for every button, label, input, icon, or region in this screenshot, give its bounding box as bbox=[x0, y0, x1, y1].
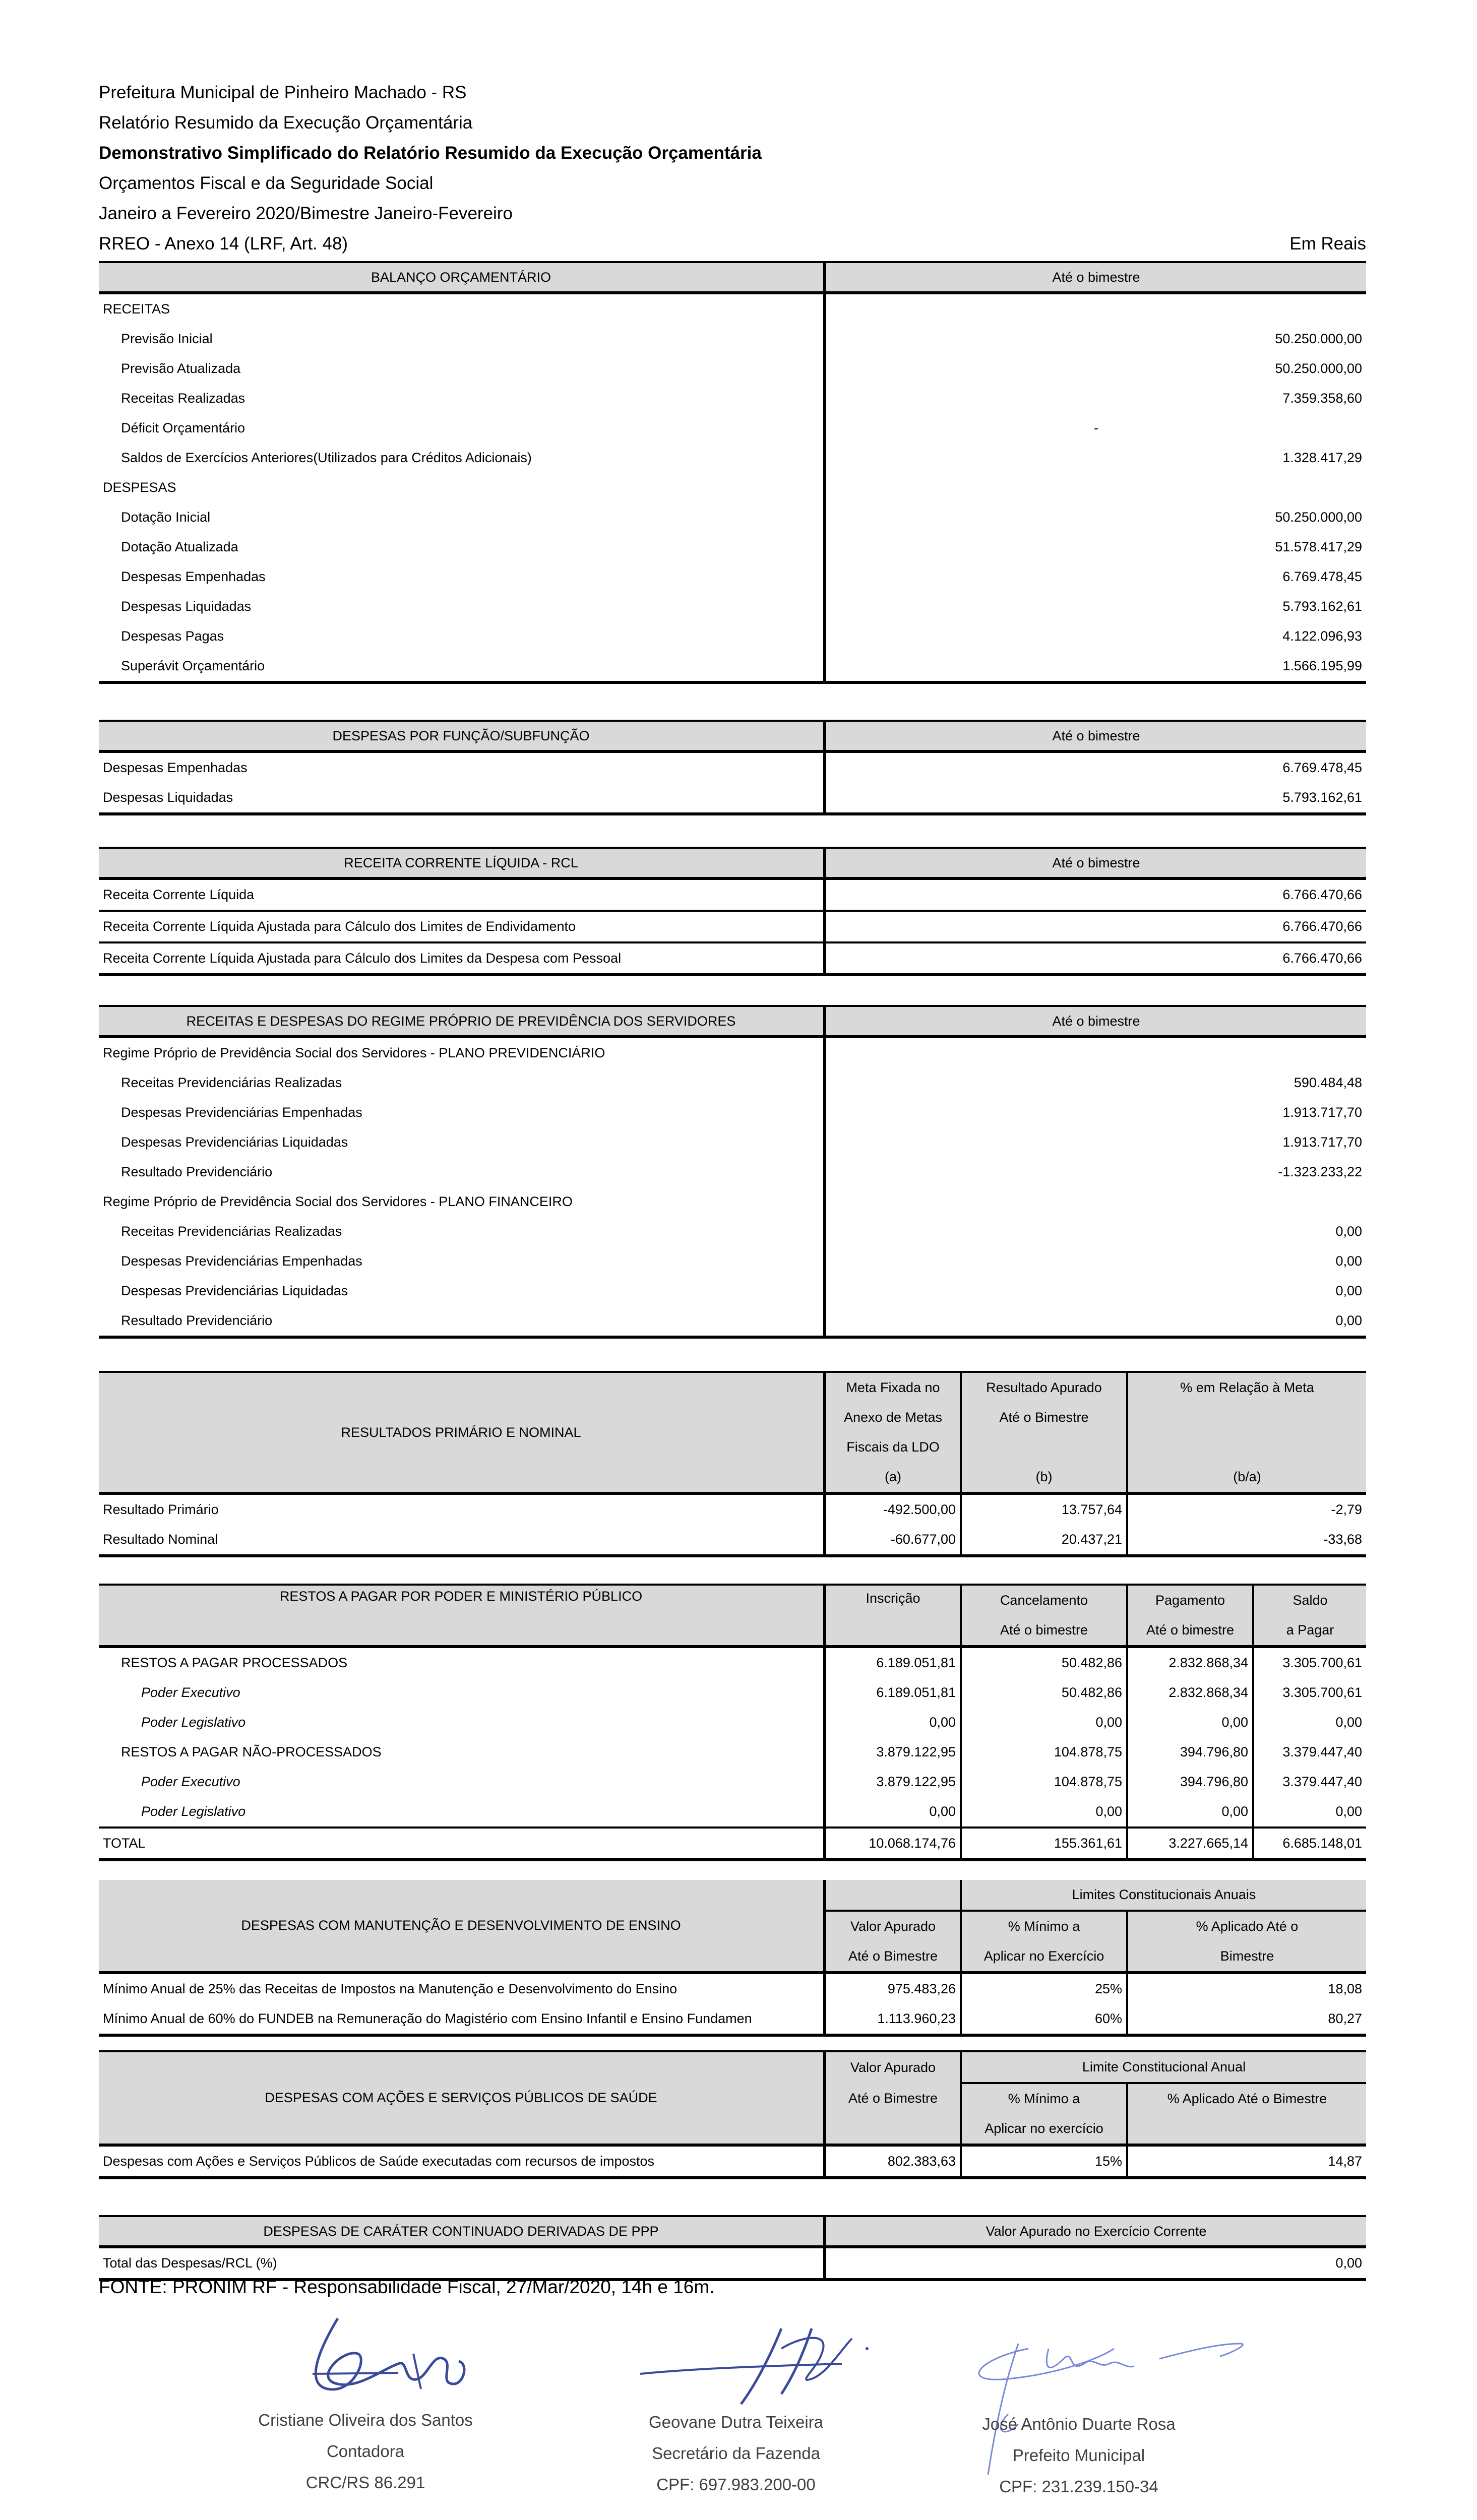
table-row bbox=[99, 878, 1366, 911]
header-line-5: Janeiro a Fevereiro 2020/Bimestre Janeiro-Fevereiro bbox=[99, 204, 513, 223]
ensino-table bbox=[99, 1880, 1366, 2037]
restos-title: RESTOS A PAGAR POR PODER E MINISTÉRIO PÚBLICO bbox=[99, 1585, 825, 1647]
table-row bbox=[99, 1098, 1366, 1127]
row-value: 0,00 bbox=[961, 1708, 1127, 1737]
ppp-header-row bbox=[99, 2216, 1366, 2247]
table-row bbox=[99, 1276, 1366, 1306]
row-value: 394.796,80 bbox=[1127, 1767, 1253, 1797]
ensino-col1-line1: Valor Apurado bbox=[825, 1911, 961, 1941]
despesas-label: DESPESAS bbox=[99, 473, 825, 502]
table-row bbox=[99, 2145, 1366, 2178]
funcao-header-row bbox=[99, 721, 1366, 751]
row-value: 18,08 bbox=[1328, 1981, 1362, 1996]
table-row bbox=[99, 1246, 1366, 1276]
row-value: 51.578.417,29 bbox=[1275, 539, 1362, 554]
row-label: Déficit Orçamentário bbox=[99, 413, 825, 443]
ensino-title: DESPESAS COM MANUTENÇÃO E DESENVOLVIMENTO DE ENSINO bbox=[99, 1880, 825, 1973]
col-a-line2: Anexo de Metas bbox=[825, 1403, 961, 1432]
table-row bbox=[99, 1708, 1366, 1737]
ppp-title: DESPESAS DE CARÁTER CONTINUADO DERIVADAS DE PPP bbox=[99, 2216, 825, 2247]
row-value: 60% bbox=[961, 2004, 1127, 2035]
signature-2-name: Geovane Dutra Teixeira bbox=[648, 2413, 824, 2431]
row-value: 0,00 bbox=[825, 1306, 1366, 1337]
table-row bbox=[99, 324, 1366, 354]
row-value: 0,00 bbox=[1253, 1797, 1366, 1828]
ensino-col3-line2: Bimestre bbox=[1127, 1941, 1366, 1973]
row-value-a: -492.500,00 bbox=[825, 1493, 961, 1525]
resultados-header-row bbox=[99, 1372, 1366, 1403]
rcl-title: RECEITA CORRENTE LÍQUIDA - RCL bbox=[99, 848, 825, 878]
total-label: TOTAL bbox=[99, 1828, 825, 1860]
row-label: Poder Legislativo bbox=[99, 1797, 825, 1828]
row-label: Despesas Previdenciárias Liquidadas bbox=[99, 1276, 825, 1306]
table-row bbox=[99, 1493, 1366, 1525]
table-row bbox=[99, 384, 1366, 413]
row-value: 4.122.096,93 bbox=[1282, 628, 1362, 644]
row-value: 6.769.478,45 bbox=[1282, 569, 1362, 584]
row-label: Despesas Previdenciárias Empenhadas bbox=[99, 1098, 825, 1127]
table-row bbox=[99, 592, 1366, 621]
table-row bbox=[99, 2247, 1366, 2280]
saude-col2-line2: Aplicar no exercício bbox=[961, 2114, 1127, 2145]
table-row bbox=[99, 443, 1366, 473]
row-label: Mínimo Anual de 60% do FUNDEB na Remuneração do Magistério com Ensino Infantil e Ensino Fundamen bbox=[99, 2004, 825, 2035]
row-label: Receitas Previdenciárias Realizadas bbox=[99, 1068, 825, 1098]
row-value: 590.484,48 bbox=[1294, 1075, 1362, 1090]
table-row bbox=[99, 942, 1366, 975]
signature-2-scribble bbox=[630, 2318, 892, 2409]
col-saldo-1: Saldo bbox=[1253, 1585, 1366, 1615]
row-value: 1.113.960,23 bbox=[825, 2004, 961, 2035]
col-b-line1: Resultado Apurado bbox=[961, 1372, 1127, 1403]
row-value: 3.379.447,40 bbox=[1282, 1744, 1362, 1759]
row-label: Total das Despesas/RCL (%) bbox=[99, 2247, 825, 2280]
receitas-label: RECEITAS bbox=[99, 293, 825, 324]
row-label: Despesas Pagas bbox=[99, 621, 825, 651]
ensino-header-row bbox=[99, 1880, 1366, 1911]
row-value: 6.189.051,81 bbox=[825, 1678, 961, 1708]
rcl-table bbox=[99, 847, 1366, 976]
rpps-title: RECEITAS E DESPESAS DO REGIME PRÓPRIO DE PREVIDÊNCIA DOS SERVIDORES bbox=[99, 1006, 825, 1037]
total-value: 3.227.665,14 bbox=[1127, 1828, 1253, 1860]
row-value: 104.878,75 bbox=[961, 1737, 1127, 1767]
rcl-col-header: Até o bimestre bbox=[825, 848, 1366, 878]
header-line-2: Relatório Resumido da Execução Orçamentária bbox=[99, 113, 473, 133]
row-label: Resultado Nominal bbox=[99, 1525, 825, 1556]
row-value: 0,00 bbox=[1127, 1797, 1253, 1828]
row-value: 50.482,86 bbox=[961, 1678, 1127, 1708]
saude-table bbox=[99, 2050, 1366, 2179]
col-c-line4: (b/a) bbox=[1127, 1462, 1366, 1493]
signature-1-name: Cristiane Oliveira dos Santos bbox=[258, 2411, 473, 2429]
row-value: 2.832.868,34 bbox=[1127, 1647, 1253, 1678]
row-label: RESTOS A PAGAR PROCESSADOS bbox=[99, 1647, 825, 1678]
table-row bbox=[99, 1647, 1366, 1678]
row-value: 25% bbox=[961, 1973, 1127, 2004]
row-value: 6.766.470,66 bbox=[825, 942, 1366, 975]
ensino-col2-line2: Aplicar no Exercício bbox=[961, 1941, 1127, 1973]
row-value: 6.189.051,81 bbox=[825, 1647, 961, 1678]
row-value: 6.769.478,45 bbox=[1282, 760, 1362, 775]
rpps-table bbox=[99, 1005, 1366, 1339]
signature-1-id: CRC/RS 86.291 bbox=[305, 2473, 425, 2492]
row-label: Despesas Empenhadas bbox=[99, 562, 825, 592]
row-value: 3.879.122,95 bbox=[825, 1737, 961, 1767]
table-row bbox=[99, 293, 1366, 324]
row-label: Receitas Realizadas bbox=[99, 384, 825, 413]
row-label: Poder Executivo bbox=[99, 1767, 825, 1797]
row-value: 0,00 bbox=[1335, 1253, 1362, 1269]
row-label: Despesas Liquidadas bbox=[99, 783, 825, 814]
row-label: Dotação Inicial bbox=[99, 502, 825, 532]
col-a-line3: Fiscais da LDO bbox=[825, 1432, 961, 1462]
row-value: 1.913.717,70 bbox=[1282, 1105, 1362, 1120]
balanco-title: BALANÇO ORÇAMENTÁRIO bbox=[99, 262, 825, 293]
row-label: Resultado Primário bbox=[99, 1493, 825, 1525]
row-value: 80,27 bbox=[1127, 2004, 1366, 2035]
row-label: Superávit Orçamentário bbox=[99, 651, 825, 682]
restos-table bbox=[99, 1584, 1366, 1861]
row-value: 7.359.358,60 bbox=[1282, 391, 1362, 406]
table-row bbox=[99, 1127, 1366, 1157]
table-row bbox=[99, 1737, 1366, 1767]
row-label: Poder Executivo bbox=[99, 1678, 825, 1708]
saude-col2-line1: % Mínimo a bbox=[961, 2083, 1127, 2114]
signature-1-scribble bbox=[282, 2313, 494, 2414]
row-value: 0,00 bbox=[1335, 1283, 1362, 1298]
signature-3-name: José Antônio Duarte Rosa bbox=[982, 2415, 1176, 2433]
row-value: 15% bbox=[961, 2145, 1127, 2178]
row-value: 0,00 bbox=[825, 1797, 961, 1828]
rpps-group-1: Regime Próprio de Previdência Social dos Servidores - PLANO PREVIDENCIÁRIO bbox=[99, 1037, 825, 1068]
saude-title: DESPESAS COM AÇÕES E SERVIÇOS PÚBLICOS DE SAÚDE bbox=[99, 2051, 825, 2145]
table-row bbox=[99, 1767, 1366, 1797]
table-row bbox=[99, 2004, 1366, 2035]
row-label: Despesas Previdenciárias Empenhadas bbox=[99, 1246, 825, 1276]
row-value: 5.793.162,61 bbox=[1282, 599, 1362, 614]
table-row bbox=[99, 911, 1366, 942]
row-value: 3.379.447,40 bbox=[1282, 1774, 1362, 1789]
table-row bbox=[99, 532, 1366, 562]
col-a-line4: (a) bbox=[825, 1462, 961, 1493]
rcl-header-row bbox=[99, 848, 1366, 878]
table-row bbox=[99, 562, 1366, 592]
row-value: 5.793.162,61 bbox=[825, 783, 1366, 814]
row-label: Despesas com Ações e Serviços Públicos de Saúde executadas com recursos de impostos bbox=[99, 2145, 825, 2178]
table-row bbox=[99, 1973, 1366, 2004]
row-value: 0,00 bbox=[1127, 1708, 1253, 1737]
row-value: 50.250.000,00 bbox=[1275, 331, 1362, 346]
col-a-line1: Meta Fixada no bbox=[825, 1372, 961, 1403]
row-value: 394.796,80 bbox=[1127, 1737, 1253, 1767]
table-row bbox=[99, 354, 1366, 384]
row-value-c: -33,68 bbox=[1127, 1525, 1366, 1556]
row-value: 0,00 bbox=[825, 2247, 1366, 2280]
row-label: Resultado Previdenciário bbox=[99, 1157, 825, 1187]
row-label: Despesas Liquidadas bbox=[99, 592, 825, 621]
col-pagamento-1: Pagamento bbox=[1127, 1585, 1253, 1615]
row-value-b: 20.437,21 bbox=[961, 1525, 1127, 1556]
funcao-table bbox=[99, 720, 1366, 815]
row-value: 6.766.470,66 bbox=[825, 911, 1366, 942]
row-label: Previsão Atualizada bbox=[99, 354, 825, 384]
resultados-table bbox=[99, 1371, 1366, 1557]
table-row bbox=[99, 413, 1366, 443]
row-value: 975.483,26 bbox=[825, 1973, 961, 2004]
total-value: 10.068.174,76 bbox=[825, 1828, 961, 1860]
balanco-col-header: Até o bimestre bbox=[825, 262, 1366, 293]
col-b-line4: (b) bbox=[961, 1462, 1127, 1493]
row-value: 1.328.417,29 bbox=[1282, 450, 1362, 465]
saude-header-row bbox=[99, 2051, 1366, 2083]
col-cancelamento-1: Cancelamento bbox=[961, 1585, 1127, 1615]
row-value: 3.305.700,61 bbox=[1282, 1685, 1362, 1700]
row-value: 802.383,63 bbox=[825, 2145, 961, 2178]
signature-3-role: Prefeito Municipal bbox=[1012, 2446, 1145, 2465]
ensino-col3-line1: % Aplicado Até o bbox=[1127, 1911, 1366, 1941]
row-value: 50.250.000,00 bbox=[1275, 361, 1362, 376]
table-row bbox=[99, 621, 1366, 651]
row-label: Receita Corrente Líquida bbox=[99, 878, 825, 911]
row-value: 50.482,86 bbox=[961, 1647, 1127, 1678]
saude-col1-line1: Valor Apurado bbox=[825, 2051, 961, 2083]
signature-1-role: Contadora bbox=[326, 2442, 405, 2461]
row-label: Saldos de Exercícios Anteriores(Utilizados para Créditos Adicionais) bbox=[99, 443, 825, 473]
row-value: - bbox=[1094, 420, 1098, 435]
row-value: 3.879.122,95 bbox=[825, 1767, 961, 1797]
total-value: 155.361,61 bbox=[961, 1828, 1127, 1860]
row-label: Poder Legislativo bbox=[99, 1708, 825, 1737]
ensino-col2-line1: % Mínimo a bbox=[961, 1911, 1127, 1941]
ppp-table bbox=[99, 2215, 1366, 2281]
table-row bbox=[99, 1797, 1366, 1828]
total-value: 6.685.148,01 bbox=[1253, 1828, 1366, 1860]
rpps-group-2: Regime Próprio de Previdência Social dos Servidores - PLANO FINANCEIRO bbox=[99, 1187, 825, 1217]
row-value: 3.305.700,61 bbox=[1282, 1655, 1362, 1670]
row-value: 6.766.470,66 bbox=[825, 878, 1366, 911]
resultados-title: RESULTADOS PRIMÁRIO E NOMINAL bbox=[99, 1372, 825, 1493]
table-row bbox=[99, 1678, 1366, 1708]
row-label: Mínimo Anual de 25% das Receitas de Impostos na Manutenção e Desenvolvimento do Ensino bbox=[99, 1973, 825, 2004]
table-row bbox=[99, 783, 1366, 814]
rpps-header-row bbox=[99, 1006, 1366, 1037]
col-c-line1: % em Relação à Meta bbox=[1127, 1372, 1366, 1403]
table-row bbox=[99, 1306, 1366, 1337]
row-value: -1.323.233,22 bbox=[1278, 1164, 1362, 1179]
restos-header-row bbox=[99, 1585, 1366, 1615]
row-label: Resultado Previdenciário bbox=[99, 1306, 825, 1337]
row-label: Previsão Inicial bbox=[99, 324, 825, 354]
row-value-b: 13.757,64 bbox=[961, 1493, 1127, 1525]
table-row bbox=[99, 1157, 1366, 1187]
row-value: 2.832.868,34 bbox=[1127, 1678, 1253, 1708]
row-value: 50.250.000,00 bbox=[1275, 510, 1362, 525]
signature-3-id: CPF: 231.239.150-34 bbox=[999, 2477, 1158, 2496]
col-cancelamento-2: Até o bimestre bbox=[961, 1615, 1127, 1647]
header-line-3: Demonstrativo Simplificado do Relatório Resumido da Execução Orçamentária bbox=[99, 143, 762, 163]
source-note: FONTE: PRONIM RF - Responsabilidade Fiscal, 27/Mar/2020, 14h e 16m. bbox=[99, 2277, 715, 2297]
row-label: Receitas Previdenciárias Realizadas bbox=[99, 1217, 825, 1246]
row-value: 1.913.717,70 bbox=[1282, 1135, 1362, 1150]
ensino-limits-header: Limites Constitucionais Anuais bbox=[961, 1880, 1366, 1911]
table-row bbox=[99, 751, 1366, 783]
col-inscricao: Inscrição bbox=[825, 1585, 961, 1647]
signature-2-role: Secretário da Fazenda bbox=[652, 2444, 820, 2463]
col-pagamento-2: Até o bimestre bbox=[1127, 1615, 1253, 1647]
header-line-4: Orçamentos Fiscal e da Seguridade Social bbox=[99, 173, 434, 193]
row-label: Despesas Previdenciárias Liquidadas bbox=[99, 1127, 825, 1157]
table-row bbox=[99, 651, 1366, 682]
row-value: 0,00 bbox=[1335, 1224, 1362, 1239]
saude-col3: % Aplicado Até o Bimestre bbox=[1127, 2083, 1366, 2114]
balanco-table bbox=[99, 261, 1366, 684]
col-b-line2: Até o Bimestre bbox=[961, 1403, 1127, 1432]
row-label: RESTOS A PAGAR NÃO-PROCESSADOS bbox=[99, 1737, 825, 1767]
signature-2-id: CPF: 697.983.200-00 bbox=[656, 2475, 816, 2494]
funcao-title: DESPESAS POR FUNÇÃO/SUBFUNÇÃO bbox=[99, 721, 825, 751]
row-label: Receita Corrente Líquida Ajustada para Cálculo dos Limites da Despesa com Pessoal bbox=[99, 942, 825, 975]
saude-limit-header: Limite Constitucional Anual bbox=[961, 2051, 1366, 2083]
col-saldo-2: a Pagar bbox=[1253, 1615, 1366, 1647]
row-value: 14,87 bbox=[1127, 2145, 1366, 2178]
funcao-col-header: Até o bimestre bbox=[825, 721, 1366, 751]
header-line-1: Prefeitura Municipal de Pinheiro Machado - RS bbox=[99, 83, 467, 102]
table-row bbox=[99, 1187, 1366, 1217]
row-label: Receita Corrente Líquida Ajustada para Cálculo dos Limites de Endividamento bbox=[99, 911, 825, 942]
row-value-c: -2,79 bbox=[1331, 1502, 1362, 1517]
row-label: Dotação Atualizada bbox=[99, 532, 825, 562]
balanco-header-row bbox=[99, 262, 1366, 293]
rpps-col-header: Até o bimestre bbox=[825, 1006, 1366, 1037]
header-line-6: RREO - Anexo 14 (LRF, Art. 48) bbox=[99, 234, 348, 254]
row-value: 0,00 bbox=[1335, 1715, 1362, 1730]
row-label: Despesas Empenhadas bbox=[99, 751, 825, 783]
total-row bbox=[99, 1828, 1366, 1860]
saude-col1-line2: Até o Bimestre bbox=[825, 2083, 961, 2114]
unit-label: Em Reais bbox=[1289, 234, 1366, 254]
row-value: 0,00 bbox=[961, 1797, 1127, 1828]
table-row bbox=[99, 1037, 1366, 1068]
row-value: 104.878,75 bbox=[961, 1767, 1127, 1797]
ensino-col1-line2: Até o Bimestre bbox=[825, 1941, 961, 1973]
table-row bbox=[99, 1525, 1366, 1556]
ppp-col-header: Valor Apurado no Exercício Corrente bbox=[825, 2216, 1366, 2247]
table-row bbox=[99, 502, 1366, 532]
table-row bbox=[99, 1217, 1366, 1246]
row-value-a: -60.677,00 bbox=[825, 1525, 961, 1556]
row-value: 1.566.195,99 bbox=[825, 651, 1366, 682]
table-row bbox=[99, 473, 1366, 502]
table-row bbox=[99, 1068, 1366, 1098]
row-value: 0,00 bbox=[825, 1708, 961, 1737]
